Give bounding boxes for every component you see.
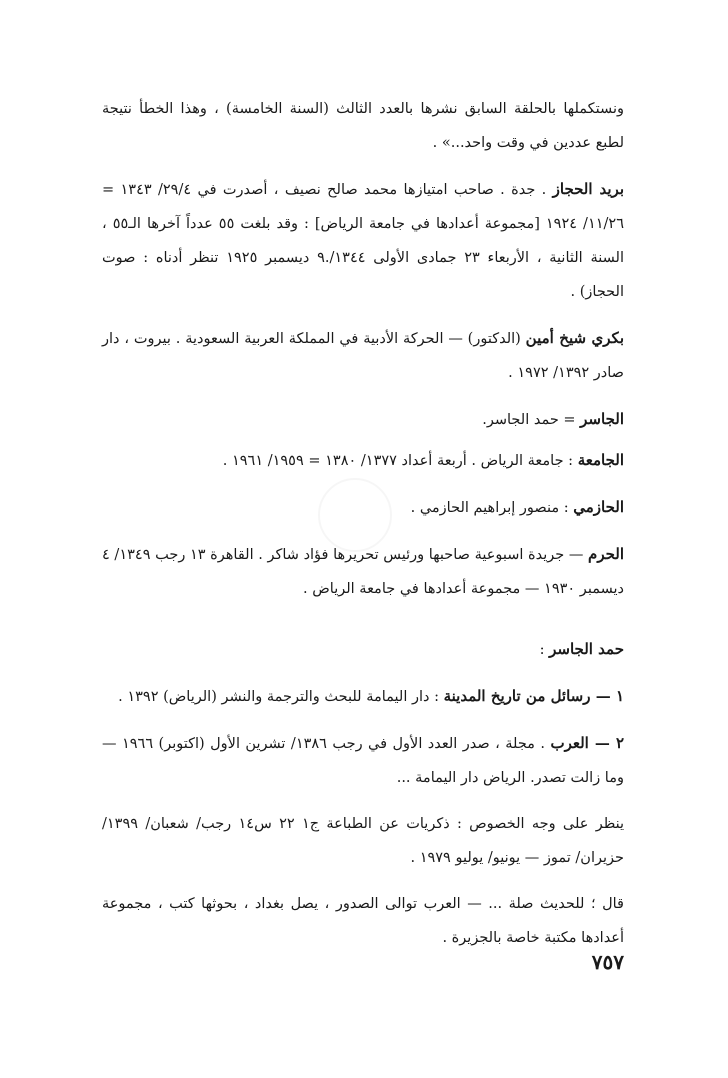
entry-text: : دار اليمامة للبحث والترجمة والنشر (الرياض) ١٣٩٢ . xyxy=(118,689,439,705)
faint-stamp-mark xyxy=(318,478,392,552)
entry-text: قال ؛ للحديث صلة ... — العرب توالى الصدور ، يصل بغداد ، بحوثها كتب ، مجموعة أعدادها مكتبة خاصة بالجزيرة . xyxy=(102,896,624,946)
entry-heading: ١ — رسائل من تاريخ المدينة xyxy=(443,687,624,705)
page-number: ٧٥٧ xyxy=(591,950,624,974)
entry-text: . جدة . صاحب امتيازها محمد صالح نصيف ، أصدرت في ٢٩/٤/ ١٣٤٣ = ١١/٢٦/ ١٩٢٤ [مجموعة أعدادها في جامعة الرياض] : وقد بلغت ٥٥ عدداً آخرها الـ٥٥ ، السنة الثانية ، الأربعاء ٢٣ جمادى الأولى ١٣٤٤/.٩ ديسمبر ١٩٢٥ تنظر أدناه : صوت الحجاز) . xyxy=(102,182,625,300)
entry-barid-al-hijaz xyxy=(102,172,624,309)
entry-hamad-al-jasir xyxy=(102,632,624,667)
entry-heading: بكري شيخ أمين xyxy=(525,329,624,347)
entry-al-arab xyxy=(102,726,624,795)
entry-text: ينظر على وجه الخصوص : ذكريات عن الطباعة ج١ ٢٢ س١٤ رجب/ شعبان/ ١٣٩٩/ حزيران/ تموز — يونيو/ يوليو ١٩٧٩ . xyxy=(102,816,625,866)
entry-text: — جريدة اسبوعية صاحبها ورئيس تحريرها فؤاد شاكر . القاهرة ١٣ رجب ١٣٤٩/ ٤ ديسمبر ١٩٣٠ — مجموعة أعدادها في جامعة الرياض . xyxy=(102,547,624,597)
entry-continuation xyxy=(102,92,624,160)
entry-heading: ٢ — العرب xyxy=(550,734,625,752)
entry-heading: الجاسر xyxy=(580,410,624,428)
entry-al-jamia xyxy=(102,443,624,478)
entry-rasail-tarikh-madina xyxy=(102,679,624,714)
entry-text: : منصور إبراهيم الحازمي . xyxy=(410,500,569,516)
entry-heading: الحازمي xyxy=(573,498,624,516)
entry-text: (الدكتور) — الحركة الأدبية في المملكة العربية السعودية . بيروت ، دار صادر ١٣٩٢/ ١٩٧٢ . xyxy=(102,331,624,381)
entry-heading: الحرم xyxy=(588,545,625,563)
entry-text: ونستكملها بالحلقة السابق نشرها بالعدد الثالث (السنة الخامسة) ، وهذا الخطأ نتيجة لطبع عددين في وقت واحد...» . xyxy=(102,101,624,151)
entry-see-especially xyxy=(102,807,624,875)
entry-text: : جامعة الرياض . أربعة أعداد ١٣٧٧/ ١٣٨٠ = ١٩٥٩/ ١٩٦١ . xyxy=(222,453,574,469)
entry-heading: بريد الحجاز xyxy=(552,180,625,198)
entry-text: . مجلة ، صدر العدد الأول في رجب ١٣٨٦/ تشرين الأول (اكتوبر) ١٩٦٦ — وما زالت تصدر. الرياض دار اليمامة ... xyxy=(102,736,624,786)
entry-text: : xyxy=(539,642,545,658)
entry-bakri-shaikh-amin xyxy=(102,321,624,390)
entry-heading: حمد الجاسر xyxy=(549,640,624,658)
entry-text: = حمد الجاسر. xyxy=(482,412,576,428)
entry-heading: الجامعة xyxy=(577,451,624,469)
entry-qala xyxy=(102,887,624,955)
entry-al-jasir xyxy=(102,402,624,437)
